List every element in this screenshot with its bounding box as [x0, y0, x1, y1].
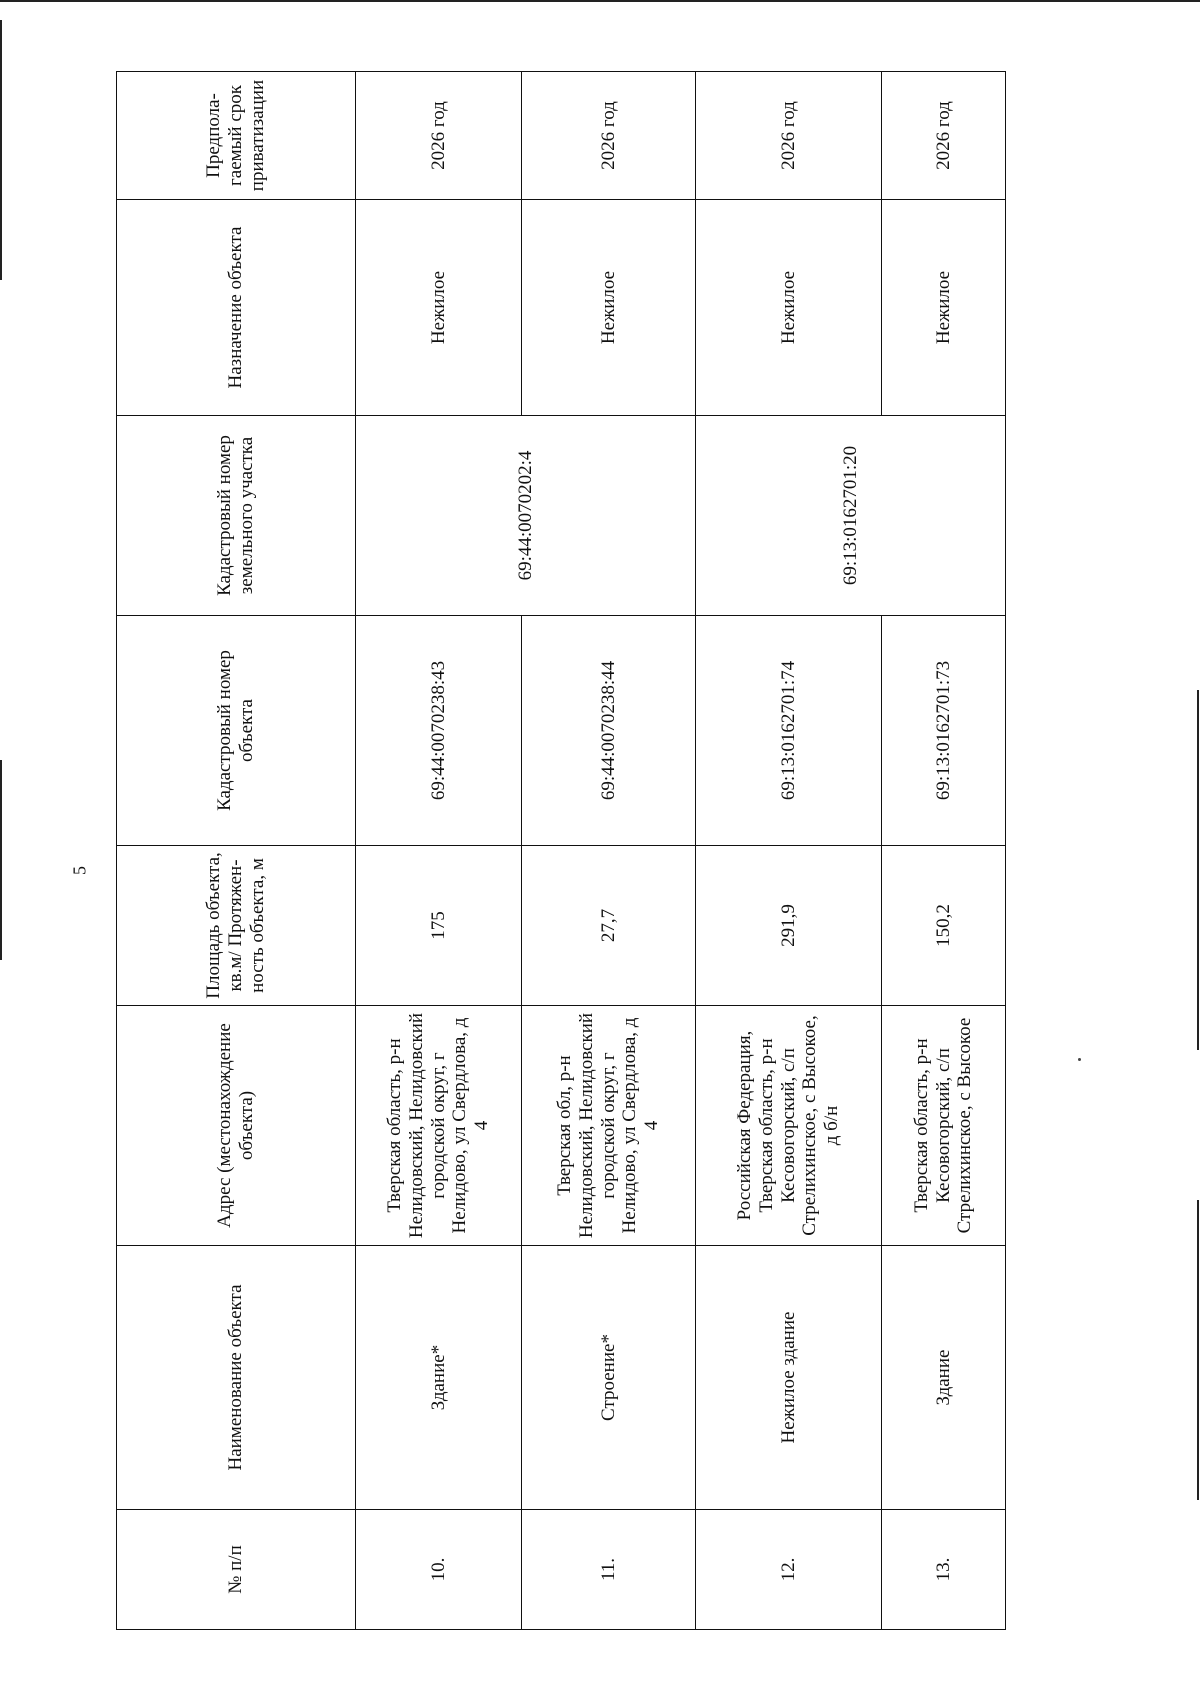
cell-number: 11. — [522, 1510, 696, 1630]
table-row — [356, 72, 522, 1630]
cell-term: 2026 год — [522, 72, 696, 200]
scan-left-edge-mark — [0, 20, 2, 280]
cell-purpose: Нежилое — [882, 200, 1006, 416]
header-cadastral-land: Кадастровый номер земельного участка — [117, 416, 356, 616]
scan-speck — [1078, 1058, 1081, 1061]
cell-number: 13. — [882, 1510, 1006, 1630]
cell-term: 2026 год — [882, 72, 1006, 200]
header-cadastral-object: Кадастровый номер объекта — [117, 616, 356, 846]
page-number: 5 — [69, 866, 90, 875]
cell-term: 2026 год — [696, 72, 882, 200]
header-term: Предпола-гаемый срок приватизации — [117, 72, 356, 200]
scan-right-edge-mark — [1197, 690, 1199, 1050]
cell-address: Тверская обл, р-н Нелидовский, Нелидовский городской округ, г Нелидово, ул Свердлова, д 4 — [522, 1006, 696, 1246]
cell-cadastral-object: 69:44:0070238:44 — [522, 616, 696, 846]
cell-name: Нежилое здание — [696, 1246, 882, 1510]
cell-area: 150,2 — [882, 846, 1006, 1006]
cell-address: Российская Федерация, Тверская область, р-н Кесовогорский, с/п Стрелихинское, с Высокое, д б/н — [696, 1006, 882, 1246]
header-area: Площадь объекта, кв.м/ Протяжен-ность объекта, м — [117, 846, 356, 1006]
cell-purpose: Нежилое — [696, 200, 882, 416]
table-row — [696, 72, 882, 1630]
cell-cadastral-object: 69:13:0162701:73 — [882, 616, 1006, 846]
header-address: Адрес (местонахождение объекта) — [117, 1006, 356, 1246]
cell-number: 10. — [356, 1510, 522, 1630]
cell-purpose: Нежилое — [356, 200, 522, 416]
cell-address: Тверская область, р-н Нелидовский, Нелидовский городской округ, г Нелидово, ул Свердлова, д 4 — [356, 1006, 522, 1246]
cell-area: 291,9 — [696, 846, 882, 1006]
privatization-table-container — [116, 72, 1000, 1630]
cell-cadastral-land: 69:44:0070202:4 — [356, 416, 696, 616]
cell-name: Здание — [882, 1246, 1006, 1510]
scan-left-edge-mark — [0, 760, 2, 960]
cell-name: Строение* — [522, 1246, 696, 1510]
table-row — [522, 72, 696, 1630]
cell-name: Здание* — [356, 1246, 522, 1510]
cell-cadastral-object: 69:44:0070238:43 — [356, 616, 522, 846]
cell-address: Тверская область, р-н Кесовогорский, с/п Стрелихинское, с Высокое — [882, 1006, 1006, 1246]
rotated-table-frame — [116, 72, 1000, 1630]
header-name: Наименование объекта — [117, 1246, 356, 1510]
cell-term: 2026 год — [356, 72, 522, 200]
table-row — [882, 72, 1006, 1630]
table-header-row — [117, 72, 356, 1630]
header-purpose: Назначение объекта — [117, 200, 356, 416]
privatization-table — [116, 71, 1006, 1630]
cell-purpose: Нежилое — [522, 200, 696, 416]
cell-cadastral-object: 69:13:0162701:74 — [696, 616, 882, 846]
cell-area: 27,7 — [522, 846, 696, 1006]
cell-area: 175 — [356, 846, 522, 1006]
scan-right-edge-mark — [1197, 1200, 1199, 1500]
cell-cadastral-land: 69:13:0162701:20 — [696, 416, 1006, 616]
cell-number: 12. — [696, 1510, 882, 1630]
scan-top-edge — [0, 0, 1200, 2]
header-number: № п/п — [117, 1510, 356, 1630]
